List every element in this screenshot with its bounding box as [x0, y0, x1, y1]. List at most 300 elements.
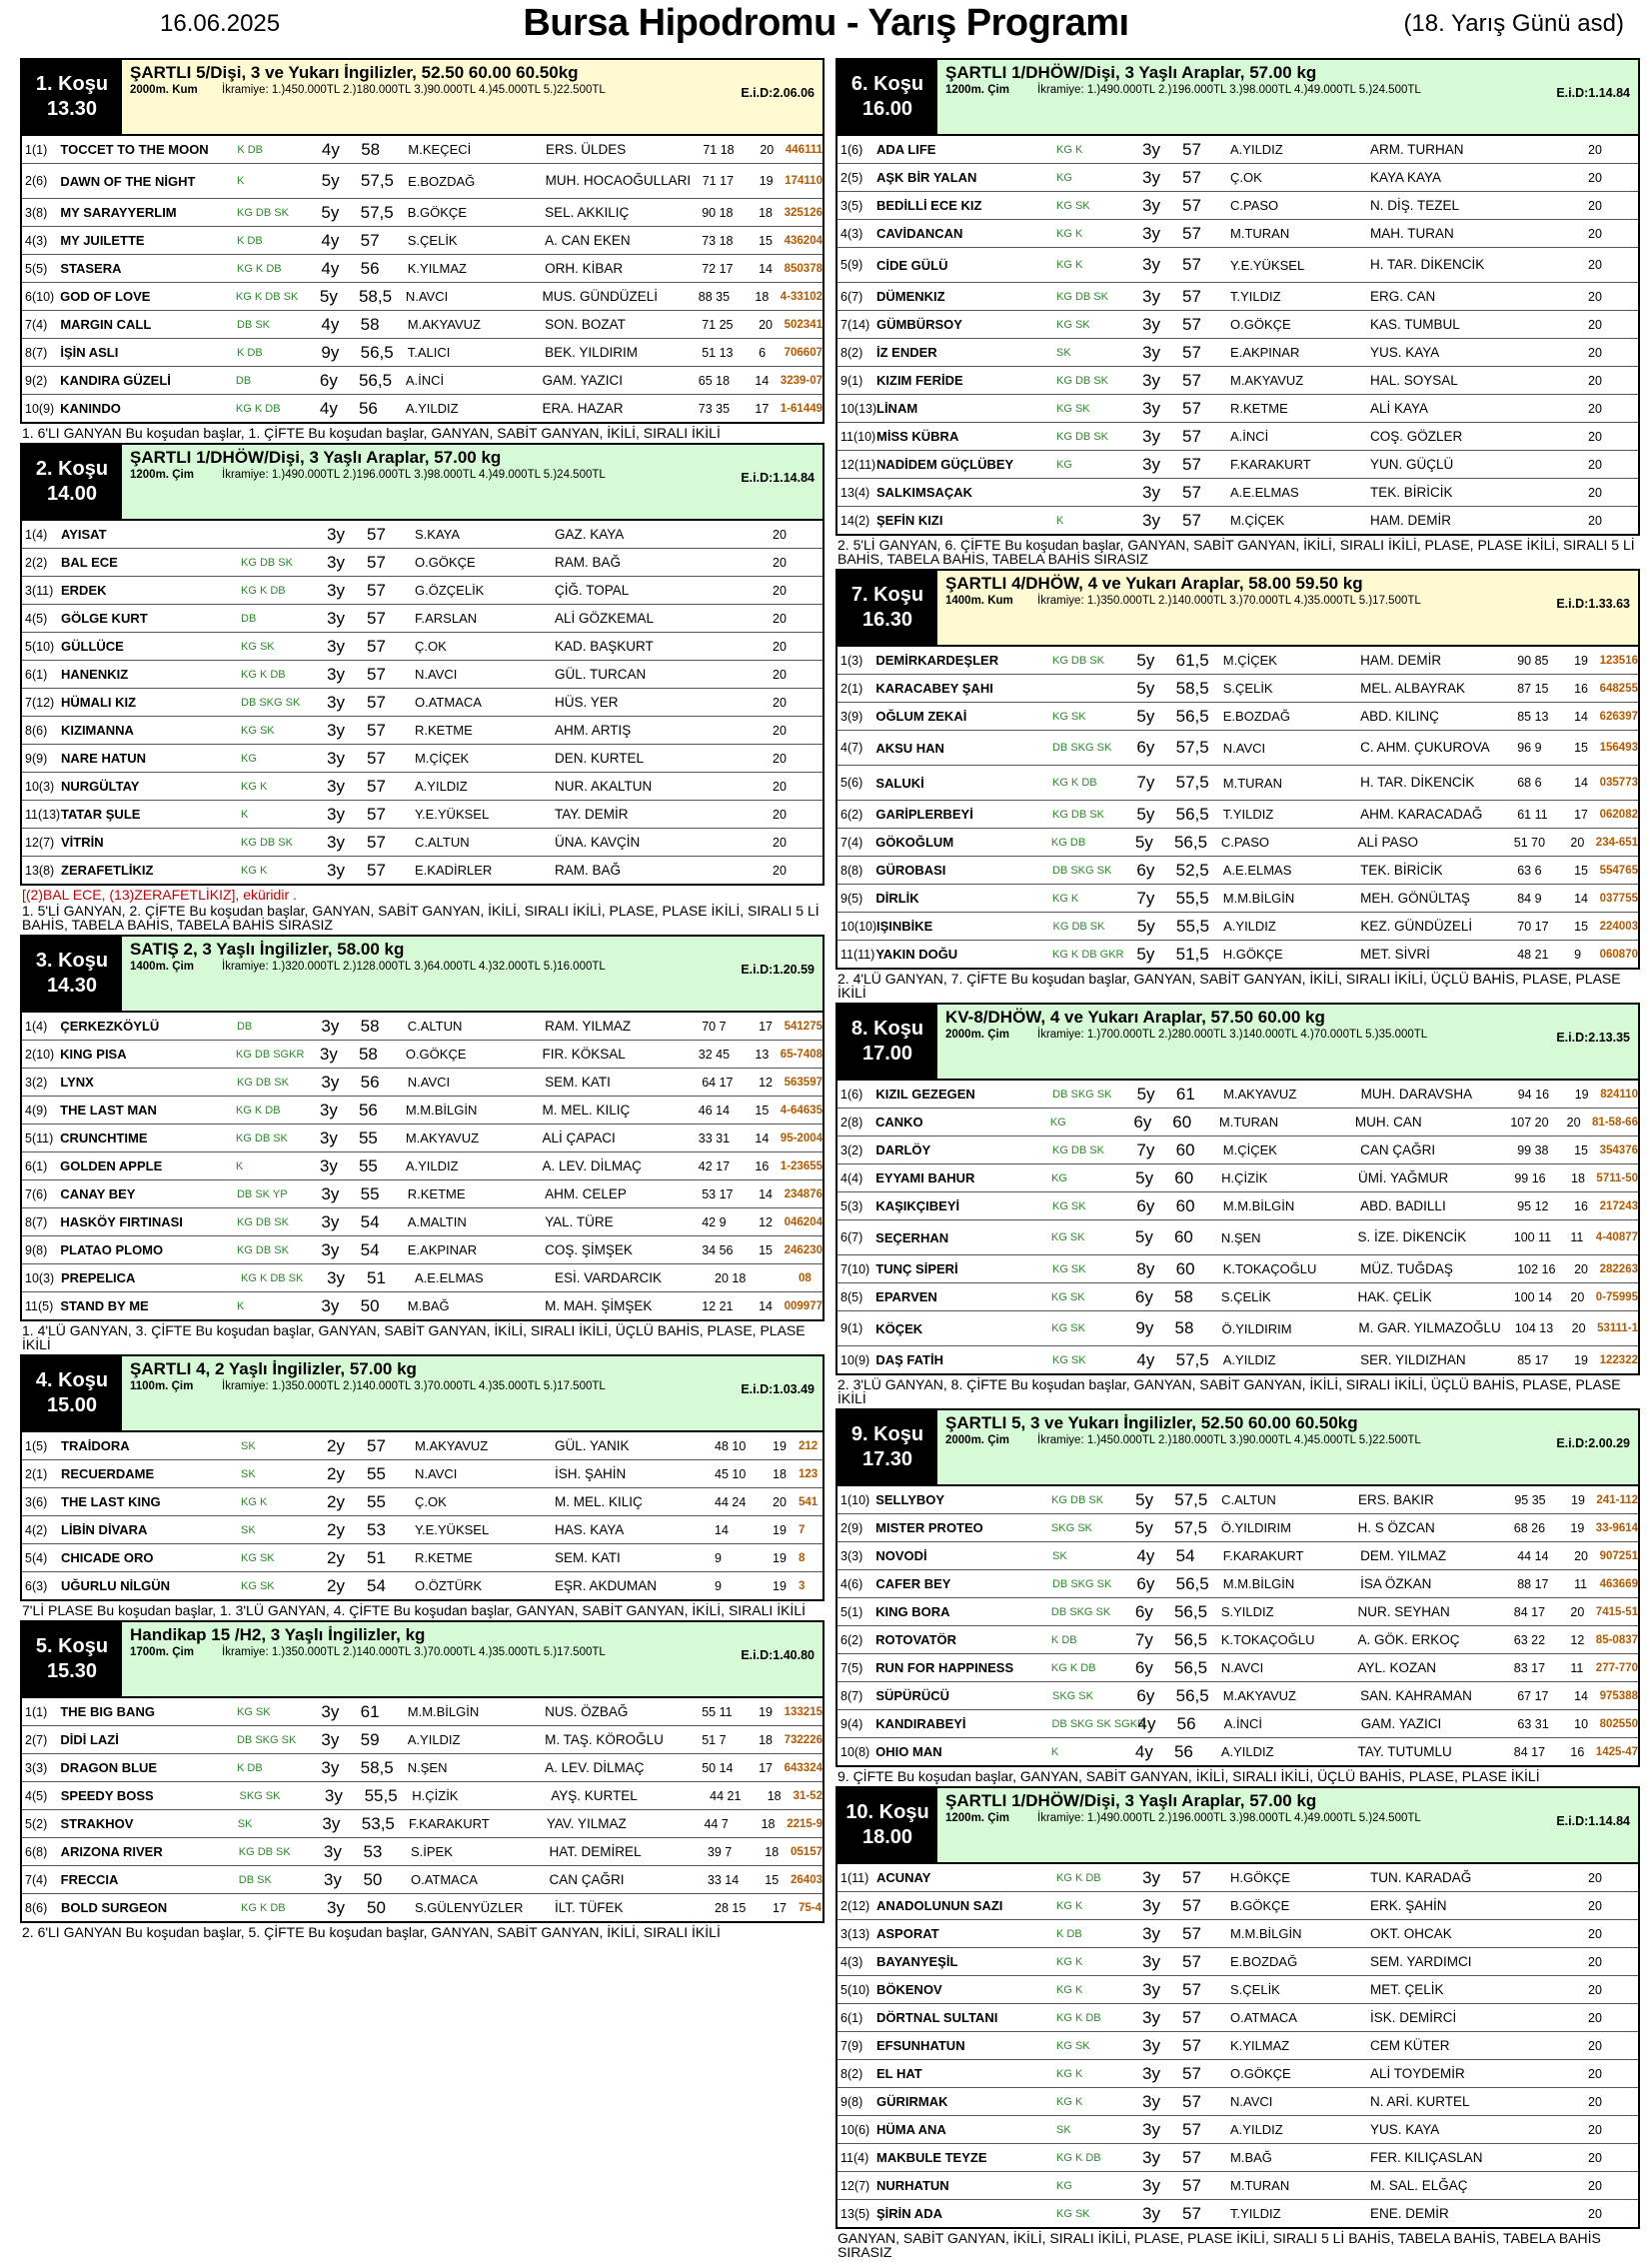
- horse-name: GÜROBASI: [875, 863, 946, 878]
- form-figures: 541: [799, 1495, 819, 1508]
- equipment: K DB: [237, 143, 264, 156]
- runner-number: 1(1): [25, 1704, 48, 1719]
- start-count: 14: [759, 1186, 774, 1201]
- horse-age: 5y: [1134, 832, 1153, 852]
- handicap-points: 51 70: [1513, 835, 1546, 850]
- trainer: EŞR. AKDUMAN: [555, 1577, 658, 1593]
- trainer: A. GÖK. ERKOÇ: [1357, 1631, 1460, 1647]
- runner-number: 10(3): [25, 1270, 55, 1285]
- race-distance: 1700m. Çim: [130, 1646, 194, 1658]
- trainer: AHM. KARACADAĞ: [1360, 806, 1483, 822]
- horse-name: KÖÇEK: [875, 1320, 923, 1336]
- table-row: [837, 395, 1638, 423]
- runner-number: 2(1): [25, 1466, 48, 1481]
- table-row: [837, 1598, 1638, 1626]
- weight: 57: [1182, 195, 1201, 215]
- runner-number: 10(8): [840, 1744, 870, 1759]
- start-count: 20: [1588, 457, 1602, 472]
- handicap-points: 95 12: [1517, 1198, 1549, 1213]
- equipment: KG SK: [1051, 1322, 1085, 1334]
- race-info: [122, 60, 823, 134]
- equipment: DB SK: [238, 1873, 272, 1886]
- table-row: [22, 521, 823, 549]
- table-row: [837, 1514, 1638, 1542]
- form-figures: 541275: [784, 1020, 823, 1033]
- horse-age: 3y: [322, 1813, 341, 1833]
- jockey: N.ŞEN: [407, 1760, 448, 1775]
- jockey: Ö.YILDIRIM: [1221, 1320, 1292, 1336]
- start-count: 20: [773, 667, 787, 682]
- table-row: [837, 2088, 1638, 2116]
- equipment: DB: [241, 612, 257, 625]
- equipment: KG K DB GKR: [1051, 948, 1124, 961]
- trainer: HAK. ÇELİK: [1357, 1288, 1432, 1304]
- table-row: [837, 339, 1638, 367]
- race-conditions: [945, 1028, 1630, 1042]
- race-number: 10. Koşu: [845, 1801, 929, 1823]
- table-row: [837, 1682, 1638, 1710]
- trainer: ARM. TURHAN: [1370, 141, 1464, 157]
- table-row: [22, 1894, 823, 1921]
- runner-number: 5(4): [25, 1550, 48, 1565]
- form-figures: 706607: [784, 346, 823, 359]
- trainer: CEM KÜTER: [1370, 2037, 1450, 2053]
- start-count: 16: [1574, 681, 1589, 696]
- weight: 57: [1182, 255, 1201, 274]
- equipment: KG DB SK: [1051, 1493, 1104, 1506]
- equipment: KG K: [1056, 1899, 1083, 1912]
- start-count: 15: [1574, 741, 1589, 755]
- horse-name: CHICADE ORO: [61, 1550, 154, 1565]
- weight: 54: [360, 1239, 380, 1259]
- start-count: 20: [1588, 1954, 1602, 1969]
- trainer: RAM. BAĞ: [555, 862, 622, 878]
- jockey: O.ATMACA: [1230, 2010, 1297, 2025]
- equipment: KG DB SK: [1056, 430, 1108, 443]
- start-count: 10: [1574, 1716, 1589, 1731]
- runner-number: 13(4): [840, 485, 870, 500]
- runner-number: 4(2): [25, 1522, 48, 1537]
- weight: 57,5: [1175, 738, 1209, 757]
- start-count: 17: [759, 1019, 774, 1034]
- trainer: MÜZ. TUĞDAŞ: [1360, 1260, 1453, 1276]
- start-count: 12: [759, 1214, 774, 1229]
- horse-age: 6y: [1136, 1685, 1155, 1705]
- trainer: MET. ÇELİK: [1370, 1981, 1444, 1997]
- weight: 57,5: [1174, 1489, 1208, 1509]
- handicap-points: 42 9: [702, 1214, 727, 1229]
- table-row: [837, 1626, 1638, 1654]
- table-row: [837, 2116, 1638, 2144]
- equipment: KG DB SK: [1051, 808, 1104, 821]
- table-row: [22, 283, 823, 311]
- horse-name: DRAGON BLUE: [60, 1760, 158, 1775]
- weight: 55: [360, 1183, 380, 1203]
- table-row: [22, 1041, 823, 1069]
- horse-name: DİDİ LAZİ: [60, 1732, 119, 1747]
- table-row: [22, 367, 823, 395]
- race-header: [835, 569, 1640, 647]
- horse-name: SEÇERHAN: [875, 1229, 949, 1245]
- runner-number: 7(4): [25, 1872, 48, 1887]
- weight: 60: [1175, 1258, 1195, 1278]
- equipment: KG DB SK: [1051, 1143, 1104, 1156]
- equipment: KG DB SK: [1056, 374, 1108, 387]
- jockey: M.AKYAVUZ: [1230, 373, 1304, 388]
- equipment: SK: [1056, 346, 1071, 359]
- horse-age: 3y: [327, 860, 345, 880]
- start-count: 20: [773, 555, 787, 570]
- horse-name: ARIZONA RIVER: [60, 1844, 163, 1859]
- start-count: 20: [773, 1494, 787, 1509]
- handicap-points: 102 16: [1517, 1261, 1556, 1276]
- trainer: ERS. BAKIR: [1357, 1491, 1434, 1507]
- trainer: TAY. DEMİR: [555, 806, 629, 822]
- start-count: 15: [1574, 919, 1589, 934]
- table-row: [837, 1220, 1638, 1255]
- equipment: KG: [1056, 171, 1072, 184]
- horse-name: HASKÖY FIRTINASI: [60, 1214, 183, 1229]
- handicap-points: 55 11: [702, 1704, 733, 1719]
- table-row: [22, 1292, 823, 1319]
- start-count: 20: [1588, 2038, 1602, 2053]
- horse-name: MİSS KÜBRA: [876, 429, 959, 444]
- handicap-points: 90 85: [1517, 653, 1549, 668]
- weight: 57,5: [360, 171, 395, 190]
- horse-name: KING PISA: [60, 1047, 127, 1062]
- start-count: 20: [1570, 1604, 1585, 1619]
- horse-name: GÖLGE KURT: [61, 611, 148, 626]
- table-row: [837, 1976, 1638, 2004]
- runner-number: 7(9): [840, 2038, 863, 2053]
- table-row: [22, 1180, 823, 1208]
- table-row: [837, 1081, 1638, 1109]
- start-count: 19: [1574, 653, 1589, 668]
- equipment: KG K: [1056, 259, 1083, 271]
- start-count: 20: [1570, 1289, 1585, 1304]
- jockey: Ç.OK: [1230, 170, 1262, 185]
- horse-age: 4y: [1137, 1713, 1156, 1733]
- trainer: S. İZE. DİKENCİK: [1357, 1229, 1467, 1244]
- horse-name: PREPELICA: [61, 1270, 136, 1285]
- equipment: KG K: [1056, 143, 1083, 156]
- trainer: MUH. HOCAOĞULLARI: [545, 173, 692, 188]
- form-figures: 009977: [784, 1299, 823, 1312]
- horse-age: 3y: [321, 1016, 340, 1036]
- start-count: 18: [1571, 1170, 1585, 1185]
- horse-age: 3y: [1142, 426, 1160, 446]
- trainer: HAS. KAYA: [555, 1521, 625, 1537]
- start-count: 20: [1588, 2122, 1602, 2137]
- handicap-points: 63 31: [1517, 1716, 1549, 1731]
- weight: 57: [1182, 2091, 1201, 2111]
- table-row: [837, 136, 1638, 164]
- trainer: ESİ. VARDARCIK: [555, 1269, 663, 1285]
- start-count: 19: [1570, 1520, 1585, 1535]
- race-prize: İkramiye: 1.)700.000TL 2.)280.000TL 3.)140.000TL 4.)70.000TL 5.)35.000TL: [1037, 1029, 1428, 1041]
- equipment: DB SKG SK SGKR: [1051, 1717, 1146, 1730]
- runner-number: 12(11): [840, 457, 876, 472]
- horse-name: EL HAT: [876, 2066, 922, 2081]
- horse-age: 2y: [327, 1463, 345, 1483]
- jockey: Ö.YILDIRIM: [1220, 1520, 1291, 1535]
- start-count: 14: [1574, 1688, 1589, 1703]
- horse-age: 3y: [1142, 2175, 1160, 2195]
- jockey: S.ÇELİK: [1220, 1289, 1271, 1304]
- race-block: [20, 935, 825, 1351]
- table-row: [837, 248, 1638, 283]
- weight: 56: [358, 1100, 378, 1120]
- equipment: KG DB SK: [238, 1845, 291, 1858]
- equipment: KG DB: [1050, 836, 1086, 849]
- horse-age: 5y: [1136, 706, 1155, 726]
- runner-number: 1(6): [840, 142, 863, 157]
- handicap-points: 73 18: [702, 233, 734, 248]
- trainer: ERG. CAN: [1370, 288, 1436, 304]
- trainer: BEK. YILDIRIM: [545, 344, 638, 360]
- trainer: ALİ ÇAPACI: [542, 1130, 616, 1145]
- trainer: SEM. KATI: [555, 1549, 621, 1565]
- race-record: E.i.D:1.14.84: [1556, 1814, 1630, 1828]
- horse-name: GÜMBÜRSOY: [876, 317, 962, 332]
- start-count: 18: [761, 1816, 776, 1831]
- horse-name: DAWN OF THE NİGHT: [60, 173, 196, 189]
- equipment: KG K: [1051, 892, 1079, 905]
- weight: 56,5: [1173, 1601, 1208, 1621]
- weight: 57: [1182, 1923, 1201, 1943]
- weight: 56,5: [1173, 1657, 1208, 1677]
- race-prize: İkramiye: 1.)350.000TL 2.)140.000TL 3.)70.000TL 4.)35.000TL 5.)17.500TL: [222, 1380, 606, 1392]
- horse-name: BAL ECE: [61, 555, 118, 570]
- equipment: KG DB SK: [235, 1131, 288, 1144]
- horse-name: MARGIN CALL: [60, 317, 152, 332]
- jockey: E.BOZDAĞ: [1222, 709, 1290, 724]
- handicap-points: 63 6: [1517, 863, 1542, 878]
- trainer: A. CAN EKEN: [545, 232, 631, 248]
- runner-number: 4(5): [25, 1788, 48, 1803]
- jockey: N.AVCI: [1220, 1660, 1264, 1675]
- handicap-points: 71 25: [702, 317, 734, 332]
- horse-age: 3y: [327, 524, 345, 544]
- race-time: 16.30: [861, 609, 913, 631]
- jockey: M.AKYAVUZ: [415, 1438, 489, 1453]
- equipment: KG K DB SK: [235, 290, 299, 303]
- equipment: KG K DB: [241, 584, 286, 597]
- left-column: [20, 58, 825, 1942]
- horse-name: KIZIMANNA: [61, 723, 134, 738]
- horse-age: 3y: [321, 1757, 340, 1777]
- horse-name: CİDE GÜLÜ: [876, 257, 948, 273]
- horse-age: 3y: [319, 1100, 338, 1120]
- handicap-points: 87 15: [1517, 681, 1549, 696]
- horse-age: 2y: [327, 1491, 345, 1511]
- runner-number: 3(8): [25, 205, 48, 220]
- weight: 56,5: [1175, 804, 1209, 824]
- jockey: M.KEÇECİ: [408, 142, 472, 157]
- runner-number: 8(7): [25, 1214, 48, 1229]
- form-figures: 08: [799, 1271, 812, 1284]
- jockey: C.ALTUN: [415, 835, 470, 850]
- handicap-points: 95 35: [1514, 1492, 1546, 1507]
- form-figures: 563597: [784, 1076, 823, 1089]
- horse-age: 5y: [1136, 944, 1155, 964]
- horse-age: 3y: [1142, 2203, 1160, 2223]
- race-block: [20, 1354, 825, 1617]
- handicap-points: 28 15: [715, 1900, 747, 1915]
- handicap-points: 73 35: [698, 401, 731, 416]
- horse-name: RUN FOR HAPPINESS: [875, 1660, 1014, 1675]
- equipment: KG: [241, 752, 257, 765]
- runner-number: 2(12): [840, 1898, 870, 1913]
- horse-age: 3y: [1142, 2091, 1160, 2111]
- jockey: K.YILMAZ: [1230, 2038, 1290, 2053]
- weight: 55: [367, 1491, 386, 1511]
- equipment: DB SKG SK: [1050, 1605, 1111, 1618]
- race-title: Handikap 15 /H2, 3 Yaşlı İngilizler, kg: [130, 1625, 426, 1644]
- runner-number: 8(2): [840, 2066, 863, 2081]
- horse-age: 3y: [321, 1072, 340, 1092]
- runner-number: 3(9): [840, 709, 863, 724]
- race-record: E.i.D:1.03.49: [741, 1382, 815, 1396]
- horse-name: IŞINBİKE: [876, 919, 933, 934]
- horse-age: 5y: [1136, 804, 1155, 824]
- runner-number: 7(14): [840, 317, 870, 332]
- trainer: ÜNA. KAVÇİN: [555, 834, 641, 850]
- jockey: A.YILDIZ: [407, 1732, 461, 1747]
- start-count: 17: [755, 401, 770, 416]
- weight: 57: [367, 748, 386, 768]
- horse-name: GÜLLÜCE: [61, 639, 124, 654]
- table-row: [837, 1570, 1638, 1598]
- equipment: KG K DB: [235, 1104, 281, 1117]
- trainer: TAY. TUTUMLU: [1357, 1743, 1452, 1759]
- equipment: KG K: [241, 864, 268, 877]
- start-count: 20: [773, 751, 787, 766]
- equipment: KG: [1056, 2179, 1072, 2192]
- start-count: 19: [773, 1438, 787, 1453]
- handicap-points: 9: [715, 1578, 722, 1593]
- horse-name: UĞURLU NİLGÜN: [61, 1578, 171, 1593]
- runner-number: 1(5): [25, 1438, 48, 1453]
- start-count: 15: [1574, 863, 1589, 878]
- race-conditions: [945, 83, 1630, 97]
- bet-types-note: GANYAN, SABİT GANYAN, İKİLİ, SIRALI İKİLİ, PLASE, PLASE İKİLİ, SIRALI 5 Lİ BAHİS, TABELA BAHİS, TABELA BAHİS SIRASIZ: [837, 2230, 1601, 2260]
- runner-number: 8(6): [25, 1900, 48, 1915]
- table-row: [22, 311, 823, 339]
- handicap-points: 67 17: [1517, 1688, 1549, 1703]
- form-figures: 4-40877: [1595, 1231, 1639, 1243]
- runner-number: 1(6): [840, 1087, 863, 1102]
- form-figures: 060870: [1599, 948, 1638, 961]
- handicap-points: 44 7: [704, 1816, 729, 1831]
- runner-number: 6(2): [840, 807, 863, 822]
- weight: 55: [358, 1128, 378, 1147]
- race-number: 9. Koşu: [850, 1423, 924, 1445]
- start-count: 18: [765, 1844, 780, 1859]
- weight: 58: [358, 1044, 378, 1064]
- table-row: [837, 423, 1638, 451]
- form-figures: 26403: [791, 1873, 823, 1886]
- race-block: [835, 569, 1640, 1000]
- table-row: [837, 1948, 1638, 1976]
- race-prize: İkramiye: 1.)490.000TL 2.)196.000TL 3.)98.000TL 4.)49.000TL 5.)24.500TL: [1037, 84, 1421, 96]
- jockey: T.YILDIZ: [1230, 2206, 1281, 2221]
- equipment: KG SK: [241, 1551, 275, 1564]
- horse-age: 3y: [321, 1295, 340, 1315]
- handicap-points: 34 56: [702, 1242, 734, 1257]
- jockey: E.AKPINAR: [1230, 345, 1300, 360]
- race-distance: 1200m. Çim: [130, 469, 194, 481]
- horse-age: 4y: [321, 230, 340, 250]
- equipment: KG SK: [1050, 1290, 1085, 1303]
- runner-number: 6(10): [25, 289, 55, 304]
- start-count: 17: [759, 1760, 774, 1775]
- form-figures: 463669: [1599, 1577, 1638, 1590]
- jockey: H.ÇİZİK: [1221, 1170, 1268, 1185]
- weight: 57: [367, 608, 386, 628]
- table-row: [22, 745, 823, 773]
- horse-name: THE BIG BANG: [60, 1704, 155, 1719]
- handicap-points: 83 17: [1513, 1660, 1546, 1675]
- trainer: H. TAR. DİKENCİK: [1370, 257, 1485, 272]
- race-conditions: [130, 83, 815, 97]
- horse-name: ZERAFETLİKIZ: [61, 863, 154, 878]
- equipment: KG SK: [1050, 1231, 1085, 1243]
- table-row: [22, 829, 823, 857]
- start-count: 20: [1588, 401, 1602, 416]
- trainer: SON. BOZAT: [545, 316, 626, 332]
- runner-number: 5(3): [840, 1198, 863, 1213]
- table-row: [837, 647, 1638, 675]
- race-info: [122, 445, 823, 519]
- trainer: ALİ TOYDEMİR: [1370, 2065, 1465, 2081]
- table-row: [837, 1864, 1638, 1892]
- runner-number: 11(11): [840, 947, 875, 962]
- trainer: SEM. KATI: [545, 1074, 611, 1090]
- runner-number: 4(7): [840, 741, 863, 755]
- runners-table: [20, 136, 825, 424]
- jockey: M.AKYAVUZ: [405, 1131, 480, 1145]
- weight: 59: [360, 1729, 380, 1749]
- trainer: ALİ PASO: [1357, 834, 1419, 850]
- table-row: [22, 1754, 823, 1782]
- horse-age: 7y: [1134, 1629, 1153, 1649]
- form-figures: 626397: [1599, 710, 1638, 723]
- form-figures: 7: [799, 1523, 806, 1536]
- trainer: N. ARİ. KURTEL: [1370, 2093, 1470, 2109]
- start-count: 20: [1588, 2094, 1602, 2109]
- equipment: KG DB SK: [1056, 290, 1108, 303]
- weight: 58: [1173, 1286, 1193, 1306]
- table-row: [22, 1698, 823, 1726]
- weight: 57: [1182, 2035, 1201, 2055]
- jockey: K.TOKAÇOĞLU: [1222, 1261, 1317, 1276]
- table-row: [837, 2172, 1638, 2200]
- form-figures: 133215: [784, 1705, 823, 1718]
- race-number: 5. Koşu: [35, 1635, 109, 1657]
- weight: 57: [1182, 286, 1201, 306]
- trainer: YUN. GÜÇLÜ: [1370, 456, 1454, 472]
- race-time: 13.30: [46, 98, 98, 120]
- page-header: [0, 0, 1652, 56]
- horse-age: 3y: [327, 804, 345, 824]
- weight: 57: [1182, 1867, 1201, 1887]
- equipment: DB SKG SK: [236, 1733, 297, 1746]
- race-number: 1. Koşu: [35, 73, 109, 95]
- horse-age: 6y: [1133, 1112, 1152, 1131]
- equipment: KG K DB: [1056, 2151, 1101, 2164]
- equipment: KG DB SK: [241, 556, 293, 569]
